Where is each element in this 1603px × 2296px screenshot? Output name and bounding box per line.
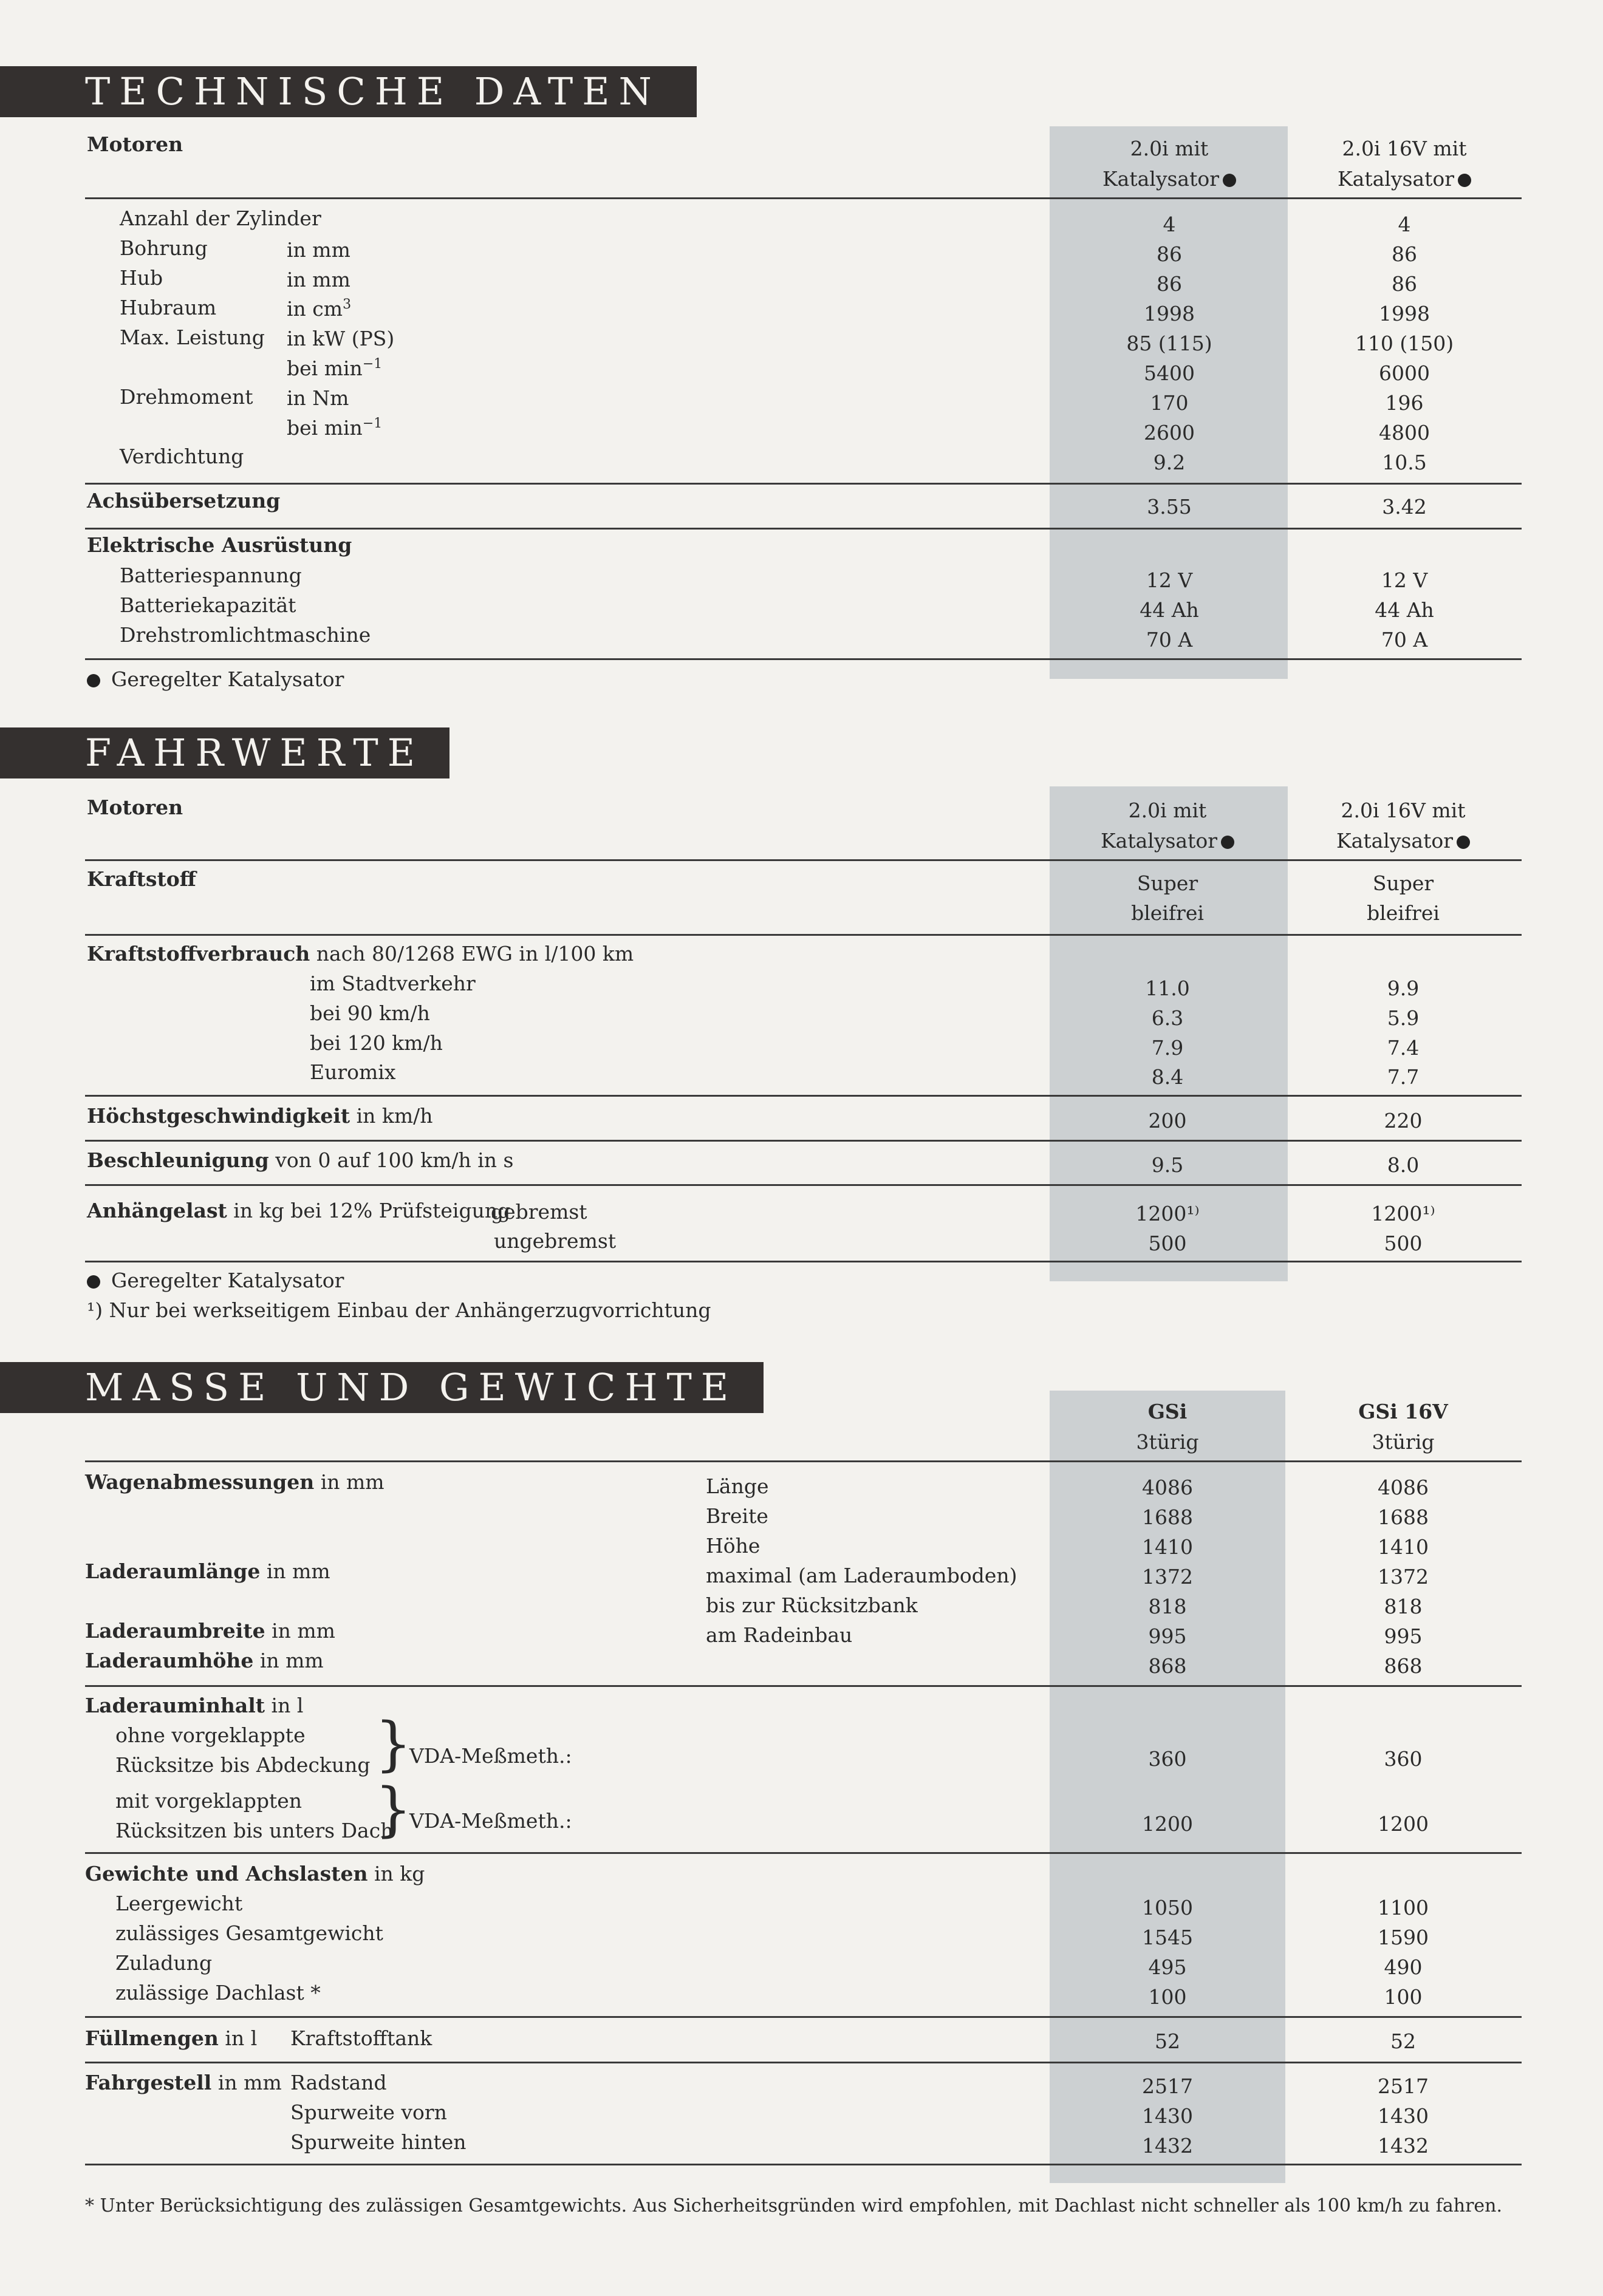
value-col2: 500 — [1384, 1231, 1423, 1255]
value-col2: 818 — [1384, 1595, 1423, 1618]
value-col1: 86 — [1157, 242, 1182, 266]
column-header-2-0i — [1102, 134, 1236, 194]
value-col1: 2517 — [1142, 2074, 1193, 2098]
row-label: Leergewicht — [115, 1892, 243, 1915]
value-col2: 1998 — [1379, 302, 1430, 325]
value-col1: bleifrei — [1131, 901, 1204, 925]
value-col1: 1372 — [1142, 1565, 1193, 1589]
value-col1: 1432 — [1142, 2134, 1193, 2158]
row-label: Hub — [120, 266, 163, 290]
measure-method: VDA-Meßmeth.: — [409, 1744, 572, 1768]
row-label: Bohrung — [120, 236, 208, 260]
divider — [85, 2016, 1522, 2018]
divider — [85, 1685, 1522, 1687]
row-label: am Radeinbau — [706, 1623, 853, 1647]
divider — [85, 483, 1522, 485]
row-label: Anzahl der Zylinder — [120, 206, 321, 230]
column-header-2-0i — [1101, 795, 1234, 856]
row-unit: in $cm^3$ — [287, 297, 352, 321]
row-unit: in Nm — [287, 386, 349, 410]
value-col2: 490 — [1384, 1955, 1423, 1979]
value-col2: 1688 — [1378, 1505, 1429, 1529]
value-col1: 1200 — [1142, 1812, 1193, 1836]
catalyst-dot-icon — [87, 674, 100, 687]
divider — [85, 1184, 1522, 1186]
column-header-line2: 3türig — [1372, 1430, 1435, 1454]
value-col2: 1372 — [1378, 1565, 1429, 1589]
value-col1: 70 A — [1146, 628, 1193, 652]
row-unit: in mm — [287, 268, 350, 291]
fahrgestell-label: Fahrgestell in mm — [85, 2071, 282, 2094]
value-col2: 5.9 — [1387, 1006, 1420, 1030]
gewichte-label: Gewichte und Achslasten in kg — [85, 1862, 425, 1886]
value-col2: 4086 — [1378, 1476, 1429, 1499]
divider — [85, 859, 1522, 861]
column-header-line1: GSi — [1147, 1400, 1188, 1423]
value-col1: 5400 — [1144, 361, 1195, 385]
column-header-line2: 3türig — [1136, 1430, 1199, 1454]
value-col2: 360 — [1384, 1747, 1423, 1771]
row-label: Drehstromlichtmaschine — [120, 623, 371, 647]
beschl-label: Beschleunigung von 0 auf 100 km/h in s — [87, 1148, 514, 1172]
value-col1: 1688 — [1142, 1505, 1193, 1529]
value-col1: Super — [1136, 871, 1198, 895]
value-col2: 4 — [1398, 213, 1411, 236]
value-col1: 1200¹⁾ — [1135, 1202, 1200, 1225]
value-col2: Super — [1372, 871, 1434, 895]
column-header-line2: Katalysator — [1101, 829, 1217, 853]
value-col1: 9.5 — [1151, 1153, 1184, 1177]
verbrauch-label: Kraftstoffverbrauch nach 80/1268 EWG in l/100 km — [87, 942, 634, 966]
value-col2: 2517 — [1378, 2074, 1429, 2098]
row-label: gebremst — [491, 1200, 587, 1224]
value-col2: 6000 — [1379, 361, 1430, 385]
value-col1: 8.4 — [1151, 1065, 1184, 1089]
divider — [85, 1140, 1522, 1142]
row-label: Rücksitzen bis unters Dach — [115, 1819, 394, 1842]
catalyst-dot-icon — [1223, 174, 1236, 187]
row-unit: in kW (PS) — [287, 327, 395, 350]
motoren-label: Motoren — [87, 132, 183, 156]
divider — [85, 528, 1522, 530]
fuell-label: Füllmengen in l — [85, 2026, 258, 2050]
row-label: Hubraum — [120, 296, 217, 319]
value-col2: 44 Ah — [1375, 598, 1434, 622]
brace: } — [375, 1710, 412, 1778]
row-unit: bei $\min^{-1}$ — [287, 356, 383, 380]
laderaum-breite-label: Laderaumbreite in mm — [85, 1619, 335, 1643]
row-label: Breite — [706, 1504, 768, 1528]
divider — [85, 1261, 1522, 1262]
value-col1: 1545 — [1142, 1926, 1193, 1949]
value-col1: 9.2 — [1153, 451, 1186, 474]
row-label: zulässiges Gesamtgewicht — [115, 1921, 383, 1945]
row-label: bei 90 km/h — [310, 1001, 430, 1025]
row-label: Verdichtung — [120, 445, 244, 468]
laderaum-hoehe-label: Laderaumhöhe in mm — [85, 1649, 324, 1672]
column-header-line2: Katalysator — [1338, 167, 1454, 191]
elektrik-label: Elektrische Ausrüstung — [87, 533, 352, 557]
column-header-2-0i-16v — [1338, 134, 1471, 194]
catalyst-dot-icon — [87, 1275, 100, 1289]
kraftstoff-label: Kraftstoff — [87, 867, 196, 891]
value-col2: 7.4 — [1387, 1036, 1420, 1060]
row-label: Kraftstofftank — [290, 2026, 432, 2050]
column-header-line1: 2.0i 16V mit — [1342, 137, 1467, 160]
achs-label: Achsübersetzung — [87, 489, 281, 513]
divider — [85, 1095, 1522, 1097]
inhalt-label: Laderauminhalt in l — [85, 1694, 304, 1717]
value-col1: 1410 — [1142, 1535, 1193, 1559]
value-col2: 52 — [1390, 2029, 1416, 2053]
row-label: zulässige Dachlast * — [115, 1981, 321, 2005]
value-col2: 1590 — [1378, 1926, 1429, 1949]
catalyst-dot-icon — [1458, 174, 1471, 187]
value-col2: 220 — [1384, 1109, 1423, 1133]
divider — [85, 2062, 1522, 2063]
value-col2: 196 — [1385, 391, 1424, 415]
value-col1: 200 — [1148, 1109, 1187, 1133]
divider — [85, 658, 1522, 660]
footnote-catalyst: Geregelter Katalysator — [87, 1269, 344, 1293]
hoechst-label: Höchstgeschwindigkeit in km/h — [87, 1104, 433, 1128]
divider — [85, 934, 1522, 936]
value-col2: 12 V — [1381, 568, 1428, 592]
divider — [85, 2164, 1522, 2165]
divider — [85, 1460, 1522, 1462]
column-header-line2: Katalysator — [1336, 829, 1453, 853]
row-label: im Stadtverkehr — [310, 972, 476, 995]
value-col1: 85 (115) — [1126, 332, 1212, 355]
value-col1: 360 — [1148, 1747, 1187, 1771]
row-label: Batteriekapazität — [120, 593, 296, 617]
value-col2: 995 — [1384, 1624, 1423, 1648]
value-col1: 3.55 — [1147, 495, 1192, 519]
value-col1: 1430 — [1142, 2104, 1193, 2128]
value-col2: 1430 — [1378, 2104, 1429, 2128]
value-col2: 86 — [1392, 242, 1417, 266]
value-col1: 1050 — [1142, 1896, 1193, 1920]
column-header-gsi — [1136, 1397, 1199, 1457]
row-label: bei 120 km/h — [310, 1031, 443, 1055]
column-header-line1: 2.0i 16V mit — [1341, 799, 1466, 822]
column-header-line1: GSi 16V — [1358, 1400, 1448, 1423]
laderaum-laenge-label: Laderaumlänge in mm — [85, 1559, 330, 1583]
value-col1: 170 — [1150, 391, 1189, 415]
value-col2: 100 — [1384, 1985, 1423, 2009]
anhaenge-label: Anhängelast in kg bei 12% Prüfsteigung — [87, 1199, 511, 1222]
row-label: Max. Leistung — [120, 325, 265, 349]
column-header-line2: Katalysator — [1102, 167, 1219, 191]
measure-method: VDA-Meßmeth.: — [409, 1809, 572, 1833]
divider — [85, 1852, 1522, 1854]
value-col1: 6.3 — [1151, 1006, 1184, 1030]
value-col1: 7.9 — [1151, 1036, 1184, 1060]
value-col2: 10.5 — [1382, 451, 1427, 474]
row-label: Radstand — [290, 2071, 387, 2094]
value-col1: 86 — [1157, 272, 1182, 296]
row-label: Spurweite vorn — [290, 2100, 447, 2124]
value-col1: 11.0 — [1145, 976, 1190, 1000]
value-col2: 868 — [1384, 1654, 1423, 1678]
value-col2: bleifrei — [1367, 901, 1440, 925]
value-col2: 1432 — [1378, 2134, 1429, 2158]
row-label: Drehmoment — [120, 385, 253, 409]
footnote-trailer: ¹) Nur bei werkseitigem Einbau der Anhängerzugvorrichtung — [87, 1298, 711, 1322]
row-label: ungebremst — [494, 1229, 617, 1253]
row-label: Batteriespannung — [120, 564, 302, 587]
row-unit: bei $\min^{-1}$ — [287, 416, 383, 440]
value-col2: 1100 — [1378, 1896, 1429, 1920]
value-col1: 2600 — [1144, 421, 1195, 445]
value-col2: 110 (150) — [1355, 332, 1454, 355]
value-col2: 70 A — [1381, 628, 1428, 652]
value-col1: 100 — [1148, 1985, 1187, 2009]
value-col1: 52 — [1155, 2029, 1180, 2053]
catalyst-dot-icon — [1457, 836, 1470, 849]
value-col1: 995 — [1148, 1624, 1187, 1648]
value-col2: 3.42 — [1382, 495, 1427, 519]
section-title-fahrwerte: FAHRWERTE — [0, 727, 449, 778]
row-label: Zuladung — [115, 1951, 213, 1975]
column-header-gsi-16v — [1358, 1397, 1448, 1457]
value-col2: 7.7 — [1387, 1065, 1420, 1089]
footnote-dachlast: * Unter Berücksichtigung des zulässigen Gesamtgewichts. Aus Sicherheitsgründen wird empfohlen, mit Dachlast nicht schneller als 100 km/h zu fahren. — [85, 2195, 1503, 2216]
value-col2: 1200 — [1378, 1812, 1429, 1836]
column-header-line1: 2.0i mit — [1128, 799, 1207, 822]
row-label: Rücksitze bis Abdeckung — [115, 1753, 371, 1777]
catalyst-dot-icon — [1221, 836, 1234, 849]
section-title-masse-und-gewichte: MASSE UND GEWICHTE — [0, 1362, 764, 1413]
value-col1: 495 — [1148, 1955, 1187, 1979]
footnote-catalyst: Geregelter Katalysator — [87, 667, 344, 692]
value-col2: 8.0 — [1387, 1153, 1420, 1177]
divider — [85, 197, 1522, 199]
row-label: maximal (am Laderaumboden) — [706, 1564, 1017, 1587]
value-col1: 4086 — [1142, 1476, 1193, 1499]
brace: } — [375, 1776, 412, 1844]
value-col2: 9.9 — [1387, 976, 1420, 1000]
row-label: Euromix — [310, 1060, 396, 1084]
value-col1: 868 — [1148, 1654, 1187, 1678]
value-col2: 86 — [1392, 272, 1417, 296]
row-label: mit vorgeklappten — [115, 1789, 302, 1813]
column-header-2-0i-16v — [1336, 795, 1470, 856]
row-label: Höhe — [706, 1534, 760, 1558]
row-label: Spurweite hinten — [290, 2130, 467, 2154]
row-label: bis zur Rücksitzbank — [706, 1593, 918, 1617]
value-col1: 4 — [1163, 213, 1176, 236]
value-col1: 818 — [1148, 1595, 1187, 1618]
value-col1: 44 Ah — [1140, 598, 1199, 622]
row-unit: in mm — [287, 238, 350, 262]
value-col1: 500 — [1148, 1231, 1187, 1255]
wagen-label: Wagenabmessungen in mm — [85, 1470, 385, 1494]
column-header-line1: 2.0i mit — [1130, 137, 1209, 160]
value-col1: 12 V — [1146, 568, 1193, 592]
value-col2: 1200¹⁾ — [1371, 1202, 1435, 1225]
value-col2: 1410 — [1378, 1535, 1429, 1559]
value-col1: 1998 — [1144, 302, 1195, 325]
section-title-technische-daten: TECHNISCHE DATEN — [0, 66, 697, 117]
row-label: ohne vorgeklappte — [115, 1723, 306, 1747]
value-col2: 4800 — [1379, 421, 1430, 445]
row-label: Länge — [706, 1474, 769, 1498]
motoren-label: Motoren — [87, 795, 183, 819]
